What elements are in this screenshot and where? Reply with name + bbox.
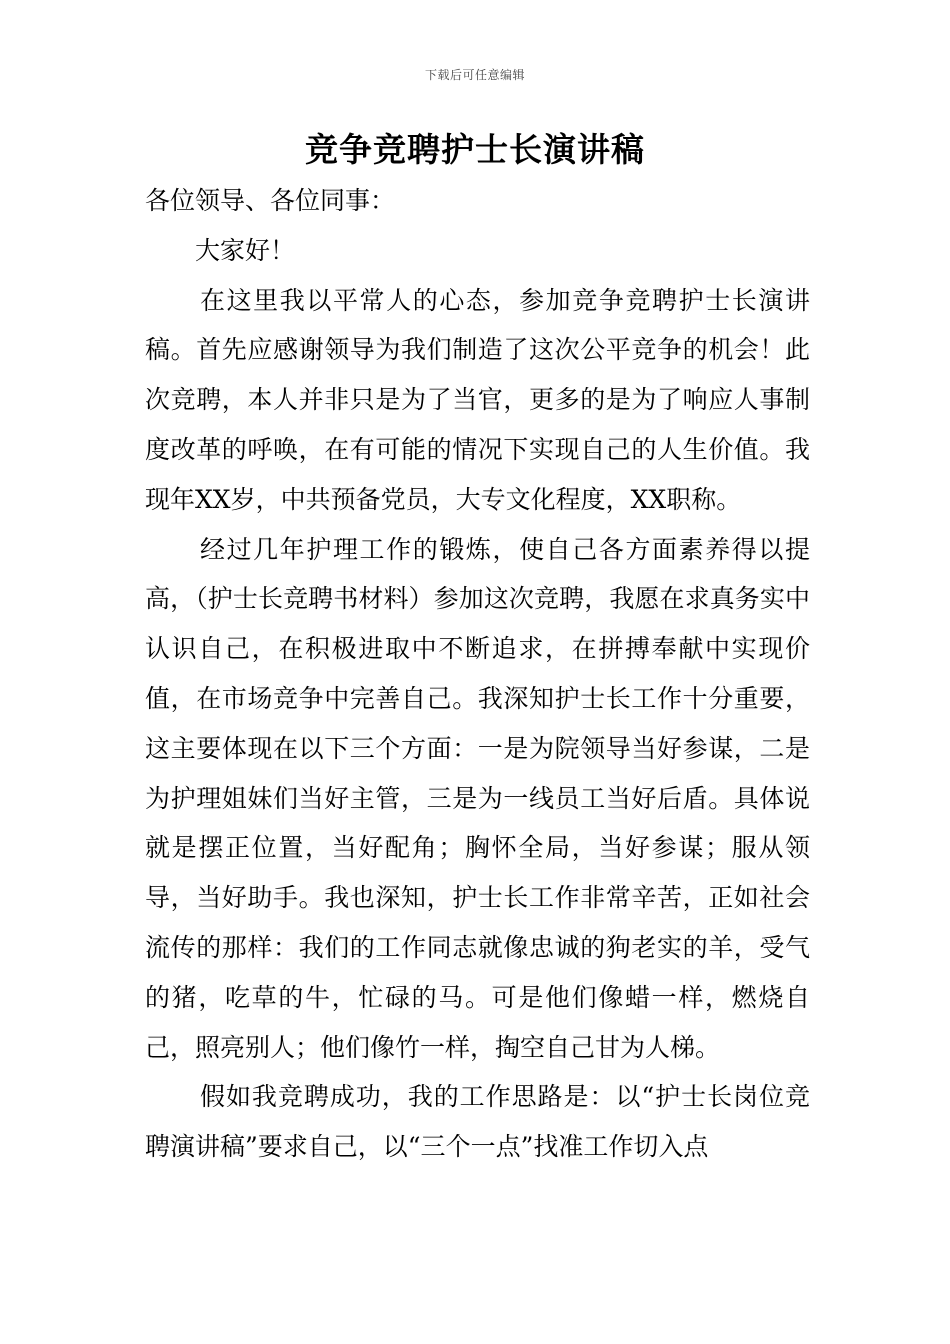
salutation: 各位领导、各位同事： [145,186,396,215]
header-note: 下载后可任意编辑 [424,68,525,82]
document-title: 竞争竞聘护士长演讲稿 [305,130,645,169]
paragraph-2: 经过几年护理工作的锻炼，使自己各方面素养得以提高，（护士长竞聘书材料）参加这次竞聘，我愿在求真务实中认识自己，在积极进取中不断追求，在拼搏奉献中实现价值，在市场竞争中完善自己。我深知护士长工作十分重要，这主要体现在以下三个方面：一是为院领导当好参谋，二是为护理姐妹们当好主管，三是为一线员工当好后盾。具体说就是摆正位置，当好配角；胸怀全局，当好参谋；服从领导，当好助手。我也深知，护士长工作非常辛苦，正如社会流传的那样：我们的工作同志就像忠诚的狗老实的羊，受气的猪，吃草的牛，忙碌的马。可是他们像蜡一样，燃烧自己，照亮别人；他们像竹一样，掏空自己甘为人梯。 [145,534,810,1062]
document-body [145,176,810,1172]
greeting: 大家好！ [195,235,296,265]
paragraph-3: 假如我竞聘成功，我的工作思路是：以“护士长岗位竞聘演讲稿”要求自己，以“三个一点”找准工作切入点 [145,1082,810,1162]
paragraph-1: 在这里我以平常人的心态，参加竞争竞聘护士长演讲稿。首先应感谢领导为我们制造了这次公平竞争的机会！此次竞聘，本人并非只是为了当官，更多的是为了响应人事制度改革的呼唤，在有可能的情况下实现自己的人生价值。我现年XX岁，中共预备党员，大专文化程度，XX职称。 [145,285,810,514]
